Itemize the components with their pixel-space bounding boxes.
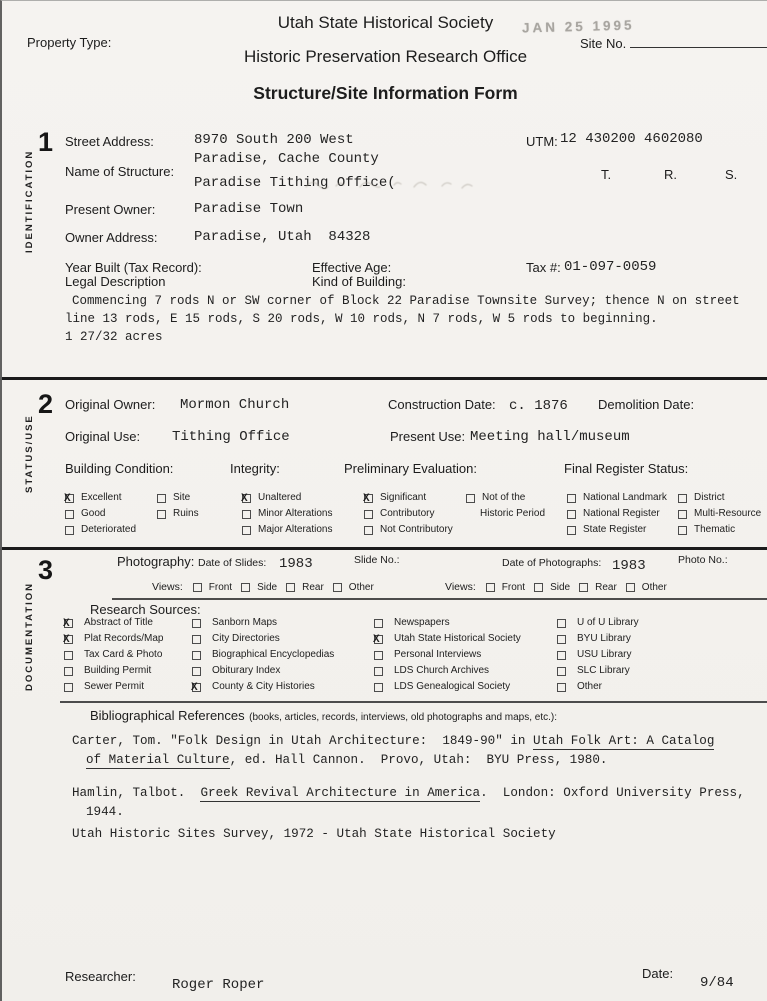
photography-label: Photography: (117, 554, 195, 569)
present-use-label: Present Use: (390, 429, 466, 444)
original-owner-label: Original Owner: (65, 397, 156, 412)
section2-number: 2 (38, 389, 54, 419)
checkbox-slc-library[interactable] (557, 667, 566, 676)
kind-of-building-label: Kind of Building: (312, 274, 406, 289)
form-title: Structure/Site Information Form (253, 83, 518, 103)
legal-description-label: Legal Description (65, 274, 166, 289)
present-use-value: Meeting hall/museum (470, 429, 630, 445)
present-owner-value: Paradise Town (194, 201, 304, 217)
integrity-label: Integrity: (230, 461, 280, 476)
section3-number: 3 (38, 555, 54, 585)
checkbox-tax-card-photo[interactable] (64, 651, 73, 660)
checkbox-significant[interactable] (364, 494, 373, 503)
checkbox-views2-rear[interactable] (579, 583, 588, 592)
date-of-slides-label: Date of Slides: (198, 557, 267, 569)
checkbox-obiturary-index[interactable] (192, 667, 201, 676)
date-label: Date: (642, 966, 674, 981)
checkbox-multi-resource[interactable] (678, 510, 687, 519)
section-label: S. (725, 167, 738, 182)
checkbox-thematic[interactable] (678, 526, 687, 535)
checkbox-sewer-permit[interactable] (64, 683, 73, 692)
bibliography-line1: Carter, Tom. "Folk Design in Utah Architecture: 1849-90" in Utah Folk Art: A Catalog (72, 734, 715, 748)
name-of-structure-value: Paradise Tithing Office( (194, 175, 396, 191)
construction-date-value: c. 1876 (509, 398, 568, 414)
checkbox-county-city-histories[interactable] (192, 683, 201, 692)
final-register-status-label: Final Register Status: (564, 461, 689, 476)
checkbox-newspapers[interactable] (374, 619, 383, 628)
range-label: R. (664, 167, 677, 182)
final-register-checkbox-group-1: National Landmark National Register State Register (567, 490, 667, 538)
checkbox-views1-other[interactable] (333, 583, 342, 592)
checkbox-usu-library[interactable] (557, 651, 566, 660)
tax-number-value: 01-097-0059 (564, 259, 657, 275)
street-address-value-line1: 8970 South 200 West (194, 132, 354, 148)
utm-label: UTM: (526, 134, 558, 149)
checkbox-not-of-the[interactable] (466, 494, 475, 503)
owner-address-value: Paradise, Utah 84328 (194, 229, 371, 245)
research-col4: U of U Library BYU Library USU Library SLC Library Other (557, 615, 639, 695)
bibliographical-references-label: Bibliographical References (books, articles, records, interviews, old photographs and maps, etc.): (90, 708, 558, 723)
checkbox-views2-other[interactable] (626, 583, 635, 592)
research-divider (60, 701, 767, 703)
checkbox-views2-side[interactable] (534, 583, 543, 592)
section3-side-label: DOCUMENTATION (24, 581, 35, 691)
checkbox-national-register[interactable] (567, 510, 576, 519)
checkbox-biographical-encyclopedias[interactable] (192, 651, 201, 660)
checkbox-unaltered[interactable] (242, 494, 251, 503)
legal-description-line3: 1 27/32 acres (65, 330, 163, 344)
checkbox-excellent[interactable] (65, 494, 74, 503)
slide-no-label: Slide No.: (354, 554, 400, 566)
checkbox-personal-interviews[interactable] (374, 651, 383, 660)
construction-date-label: Construction Date: (388, 397, 496, 412)
township-label: T. (601, 167, 612, 182)
checkbox-views1-rear[interactable] (286, 583, 295, 592)
effective-age-label: Effective Age: (312, 260, 392, 275)
photography-divider (112, 598, 767, 600)
checkbox-district[interactable] (678, 494, 687, 503)
present-owner-label: Present Owner: (65, 202, 156, 217)
street-address-label: Street Address: (65, 134, 154, 149)
checkbox-deteriorated[interactable] (65, 526, 74, 535)
checkbox-major-alterations[interactable] (242, 526, 251, 535)
faded-handwriting-mark (302, 173, 492, 195)
checkbox-plat-records-map[interactable] (64, 635, 73, 644)
checkbox-lds-church-archives[interactable] (374, 667, 383, 676)
checkbox-state-register[interactable] (567, 526, 576, 535)
checkbox-contributory[interactable] (364, 510, 373, 519)
legal-description-line2: line 13 rods, E 15 rods, S 20 rods, W 10 rods, N 7 rods, W 5 rods to beginning. (65, 312, 658, 326)
prelim-checkbox-group: Significant Contributory Not Contributory (364, 490, 453, 538)
year-built-label: Year Built (Tax Record): (65, 260, 202, 275)
date-value: 9/84 (700, 975, 734, 991)
research-col3: Newspapers Utah State Historical Society Personal Interviews LDS Church Archives LDS Genealogical Society (374, 615, 521, 695)
checkbox-u-of-u-library[interactable] (557, 619, 566, 628)
checkbox-minor-alterations[interactable] (242, 510, 251, 519)
original-use-label: Original Use: (65, 429, 141, 444)
not-of-historic-period-group: Not of the Historic Period (466, 490, 545, 522)
section2-side-label: STATUS/USE (24, 414, 35, 493)
date-of-photographs-label: Date of Photographs: (502, 557, 602, 569)
checkbox-byu-library[interactable] (557, 635, 566, 644)
street-address-value-line2: Paradise, Cache County (194, 151, 379, 167)
photo-no-label: Photo No.: (678, 554, 728, 566)
checkbox-not-contributory[interactable] (364, 526, 373, 535)
preliminary-evaluation-label: Preliminary Evaluation: (344, 461, 477, 476)
research-sources-label: Research Sources: (90, 602, 201, 617)
section1-number: 1 (38, 127, 54, 157)
name-of-structure-label: Name of Structure: (65, 164, 175, 179)
integrity-checkbox-group: Unaltered Minor Alterations Major Alterations (242, 490, 332, 538)
site-ruins-checkbox-group: Site Ruins (157, 490, 199, 522)
checkbox-city-directories[interactable] (192, 635, 201, 644)
checkbox-lds-genealogical-society[interactable] (374, 683, 383, 692)
checkbox-sanborn-maps[interactable] (192, 619, 201, 628)
researcher-value: Roger Roper (172, 977, 265, 993)
final-register-checkbox-group-2: District Multi-Resource Thematic (678, 490, 761, 538)
building-condition-label: Building Condition: (65, 461, 174, 476)
views-group-slides: Views: Front Side Rear Other (152, 581, 374, 593)
owner-address-label: Owner Address: (65, 230, 158, 245)
original-owner-value: Mormon Church (180, 397, 290, 413)
views-group-photos: Views: Front Side Rear Other (445, 581, 667, 593)
checkbox-ruins[interactable] (157, 510, 166, 519)
bibliography-line3: Hamlin, Talbot. Greek Revival Architecture in America. London: Oxford University Press, (72, 786, 745, 800)
checkbox-site[interactable] (157, 494, 166, 503)
researcher-label: Researcher: (65, 969, 136, 984)
section-divider-1 (2, 377, 767, 380)
date-of-slides-value: 1983 (279, 556, 313, 572)
org-title: Utah State Historical Society (277, 13, 494, 32)
date-of-photographs-value: 1983 (612, 558, 646, 574)
bibliography-line4: 1944. (86, 805, 124, 819)
condition-checkbox-group: Excellent Good Deteriorated (65, 490, 136, 538)
checkbox-views1-front[interactable] (193, 583, 202, 592)
section1-side-label: IDENTIFICATION (24, 149, 35, 253)
legal-description-line1: Commencing 7 rods N or SW corner of Block 22 Paradise Townsite Survey; thence N on street (72, 294, 740, 308)
checkbox-views2-front[interactable] (486, 583, 495, 592)
section-divider-2 (2, 547, 767, 550)
checkbox-other[interactable] (557, 683, 566, 692)
checkbox-good[interactable] (65, 510, 74, 519)
checkbox-views1-side[interactable] (241, 583, 250, 592)
bibliography-line2: of Material Culture, ed. Hall Cannon. Provo, Utah: BYU Press, 1980. (86, 753, 608, 767)
checkbox-utah-state-historical-society[interactable] (374, 635, 383, 644)
demolition-date-label: Demolition Date: (598, 397, 695, 412)
research-col2: Sanborn Maps City Directories Biographical Encyclopedias Obiturary Index County & City Histories (192, 615, 334, 695)
date-received-stamp: JAN 25 1995 (521, 17, 635, 36)
tax-number-label: Tax #: (526, 260, 561, 275)
checkbox-national-landmark[interactable] (567, 494, 576, 503)
research-col1: Abstract of Title Plat Records/Map Tax Card & Photo Building Permit Sewer Permit (64, 615, 163, 695)
bibliography-line5: Utah Historic Sites Survey, 1972 - Utah State Historical Society (72, 827, 556, 841)
original-use-value: Tithing Office (172, 429, 290, 445)
office-title: Historic Preservation Research Office (243, 47, 528, 66)
utm-value: 12 430200 4602080 (560, 131, 703, 147)
checkbox-building-permit[interactable] (64, 667, 73, 676)
site-no-label: Site No. (580, 35, 767, 51)
property-type-label: Property Type: (27, 35, 112, 50)
checkbox-abstract-of-title[interactable] (64, 619, 73, 628)
